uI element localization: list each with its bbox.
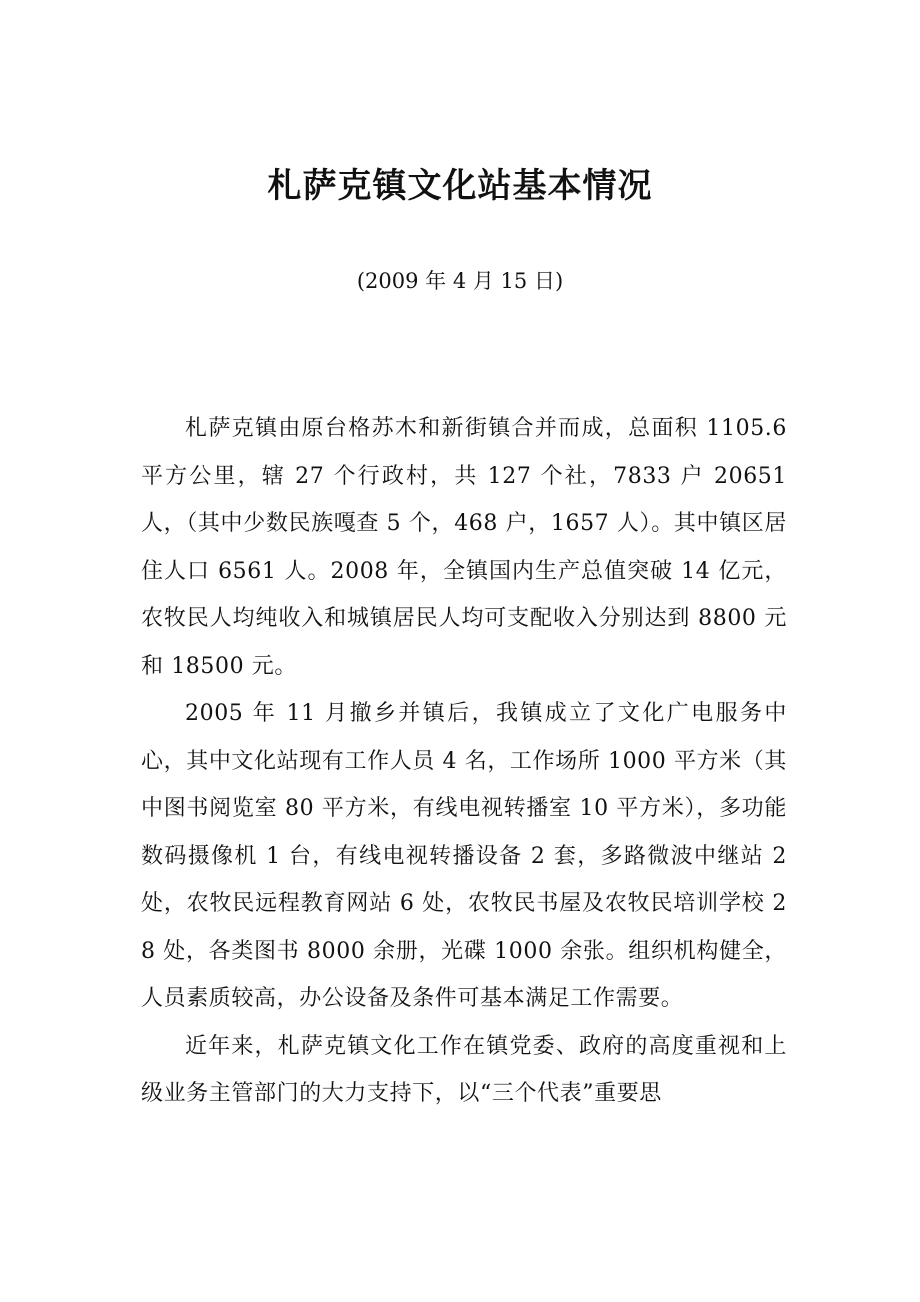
paragraph-overview: 札萨克镇由原台格苏木和新街镇合并而成，总面积 1105.6 平方公里，辖 27 个行政村，共 127 个社，7833 户 20651 人，（其中少数民族嘎查 5 个，468 户，1657 人）。其中镇区居住人口 6561 人。2008 年，全镇国内生产总值突破 14 亿元，农牧民人均纯收入和城镇居民人均可支配收入分别达到 8800 元和 18500 元。 <box>141 416 787 679</box>
document-body <box>141 405 787 1118</box>
paragraph-facilities: 2005 年 11 月撤乡并镇后，我镇成立了文化广电服务中心，其中文化站现有工作人员 4 名，工作场所 1000 平方米（其中图书阅览室 80 平方米，有线电视转播室 10 平方米），多功能数码摄像机 1 台，有线电视转播设备 2 套，多路微波中继站 2 处，农牧民远程教育网站 6 处，农牧民书屋及农牧民培训学校 28 处，各类图书 8000 余册，光碟 1000 余张。组织机构健全，人员素质较高，办公设备及条件可基本满足工作需要。 <box>141 701 787 1011</box>
document-title: 札萨克镇文化站基本情况 <box>267 166 653 206</box>
paragraph-recent-work: 近年来，札萨克镇文化工作在镇党委、政府的高度重视和上级业务主管部门的大力支持下，以“三个代表”重要思 <box>141 1033 787 1106</box>
document-date: (2009 年 4 月 15 日) <box>356 269 564 293</box>
